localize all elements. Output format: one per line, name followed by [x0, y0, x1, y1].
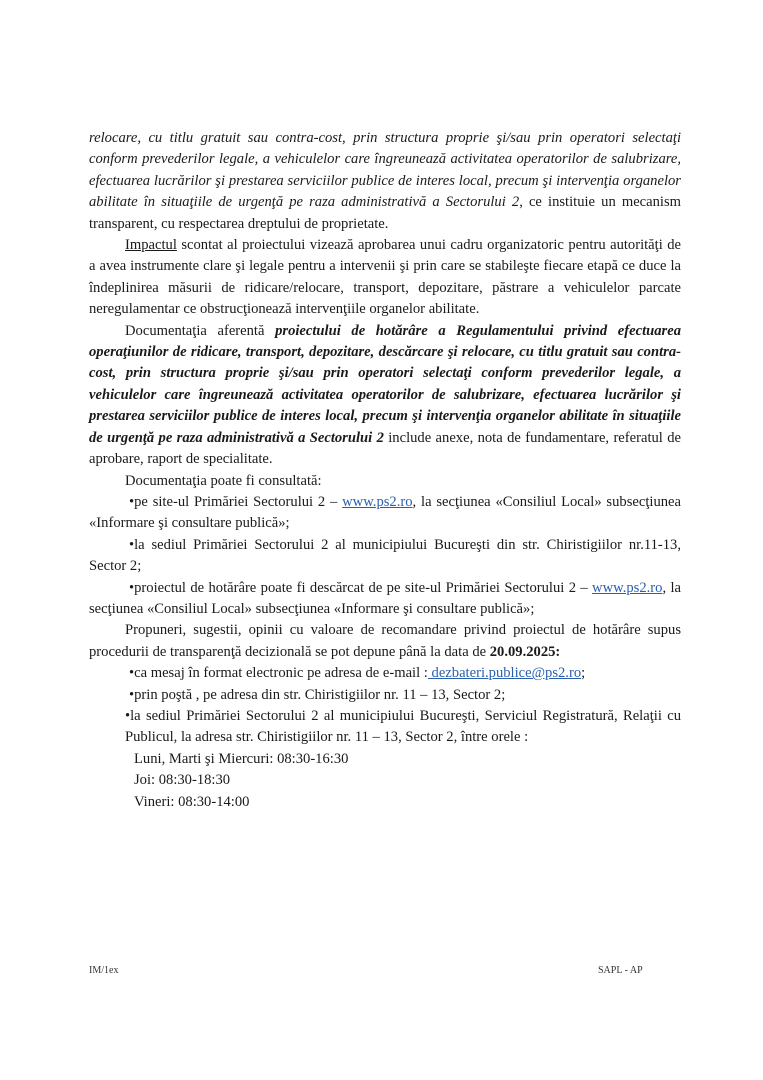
paragraph-documentation	[89, 321, 681, 471]
submit-item-email: •ca mesaj în format electronic pe adresa de e-mail : dezbateri.publice@ps2.ro;	[129, 665, 586, 682]
bullet-icon: •	[129, 665, 135, 682]
consult-intro: Documentaţia poate fi consultată:	[125, 472, 322, 489]
website-link[interactable]: www.ps2.ro	[592, 579, 663, 596]
documentation-lead: Documentaţia aferentă	[125, 322, 276, 339]
bullet-icon: •	[129, 686, 135, 703]
documentation-tail: include anexe, nota de fundamentare, referatul de aprobare, raport de specialitate.	[89, 429, 681, 468]
deadline-date: 20.09.2025:	[489, 643, 561, 660]
impact-text: scontat al proiectului vizează aprobarea unui cadru organizatoric pentru autorităţi de a avea instrumente clare şi legale pentru a intervenii şi prin care se stabileşte fiecare etapă ce duce la îndeplinirea măsurii de ridicare/relocare, transport, depozitare, păstrare a vehiculelor parcate neregulamentar ce obstrucţionează intervenţiile organelor abilitate.	[89, 237, 681, 318]
consult-item-website: •pe site-ul Primăriei Sectorului 2 – www.ps2.ro, la secţiunea «Consiliul Local» subsecţiunea «Informare şi consultare publică»;	[89, 493, 681, 532]
documentation-project-title: proiectului de hotărâre a Regulamentului privind efectuarea operaţiunilor de ridicare, transport, depozitare, descărcare şi relocare, cu titlu gratuit sau contra-cost, prin structura proprie şi/sau prin operatori selectaţi conform prevederilor legale, a vehiculelor care îngreunează activitatea operatorilor de salubrizare, efectuarea lucrărilor şi prestarea serviciilor publice de interes local, precum şi intervenţia organelor abilitate în situaţiile de urgenţă pe raza administrativă a Sectorului 2	[89, 322, 681, 446]
bullet-icon: •	[125, 707, 131, 724]
email-link[interactable]: dezbateri.publice@ps2.ro	[427, 665, 582, 682]
hours-fri: Vineri: 08:30-14:00	[134, 793, 250, 810]
submit-item-post: •prin poştă , pe adresa din str. Chiristigiilor nr. 11 – 13, Sector 2;	[129, 686, 506, 703]
consult-item-download: •proiectul de hotărâre poate fi descărcat de pe site-ul Primăriei Sectorului 2 – www.ps2.ro, la secţiunea «Consiliul Local» subsecţiunea «Informare şi consultare publică»;	[89, 579, 681, 617]
bullet-icon: •	[129, 493, 135, 510]
document-body	[89, 128, 681, 813]
hours-thu: Joi: 08:30-18:30	[134, 772, 231, 789]
purpose-italic-text: relocare, cu titlu gratuit sau contra-cost, prin structura proprie şi/sau prin operatori selectaţi conform prevederilor legale, a vehiculelor care îngreunează activitatea operatorilor de salubrizare, efectuarea lucrărilor şi prestarea serviciilor publice de interes local, precum şi intervenţia organelor abilitate în situaţiile de urgenţă pe raza administrativă a Sectorului 2	[89, 130, 681, 211]
hours-mon-wed: Luni, Marti şi Miercuri: 08:30-16:30	[134, 750, 349, 767]
paragraph-impact	[89, 235, 681, 321]
consult-item-office: •la sediul Primăriei Sectorului 2 al municipiului Bucureşti din str. Chiristigiilor nr.11-13, Sector 2;	[89, 536, 681, 575]
paragraph-purpose	[89, 128, 681, 235]
footer-left-code: IM/1ex	[89, 965, 119, 976]
impact-underlined-word: Impactul	[125, 237, 177, 254]
paragraph-proposals: Propuneri, sugestii, opinii cu valoare de recomandare privind proiectul de hotărâre supus procedurii de transparenţă decizională se pot depune până la data de 20.09.2025:	[89, 622, 681, 660]
bullet-icon: •	[129, 579, 135, 596]
footer-right-code: SAPL - AP	[598, 965, 643, 976]
purpose-tail-text: , ce instituie un mecanism transparent, cu respectarea dreptului de proprietate.	[89, 194, 682, 232]
bullet-icon: •	[129, 536, 135, 553]
website-link[interactable]: www.ps2.ro	[342, 493, 413, 510]
submit-item-office: •la sediul Primăriei Sectorului 2 al municipiului Bucureşti, Serviciul Registratură, Relaţii cu Publicul, la adresa str. Chiristigiilor nr. 11 – 13, Sector 2, între orele :	[125, 707, 681, 746]
